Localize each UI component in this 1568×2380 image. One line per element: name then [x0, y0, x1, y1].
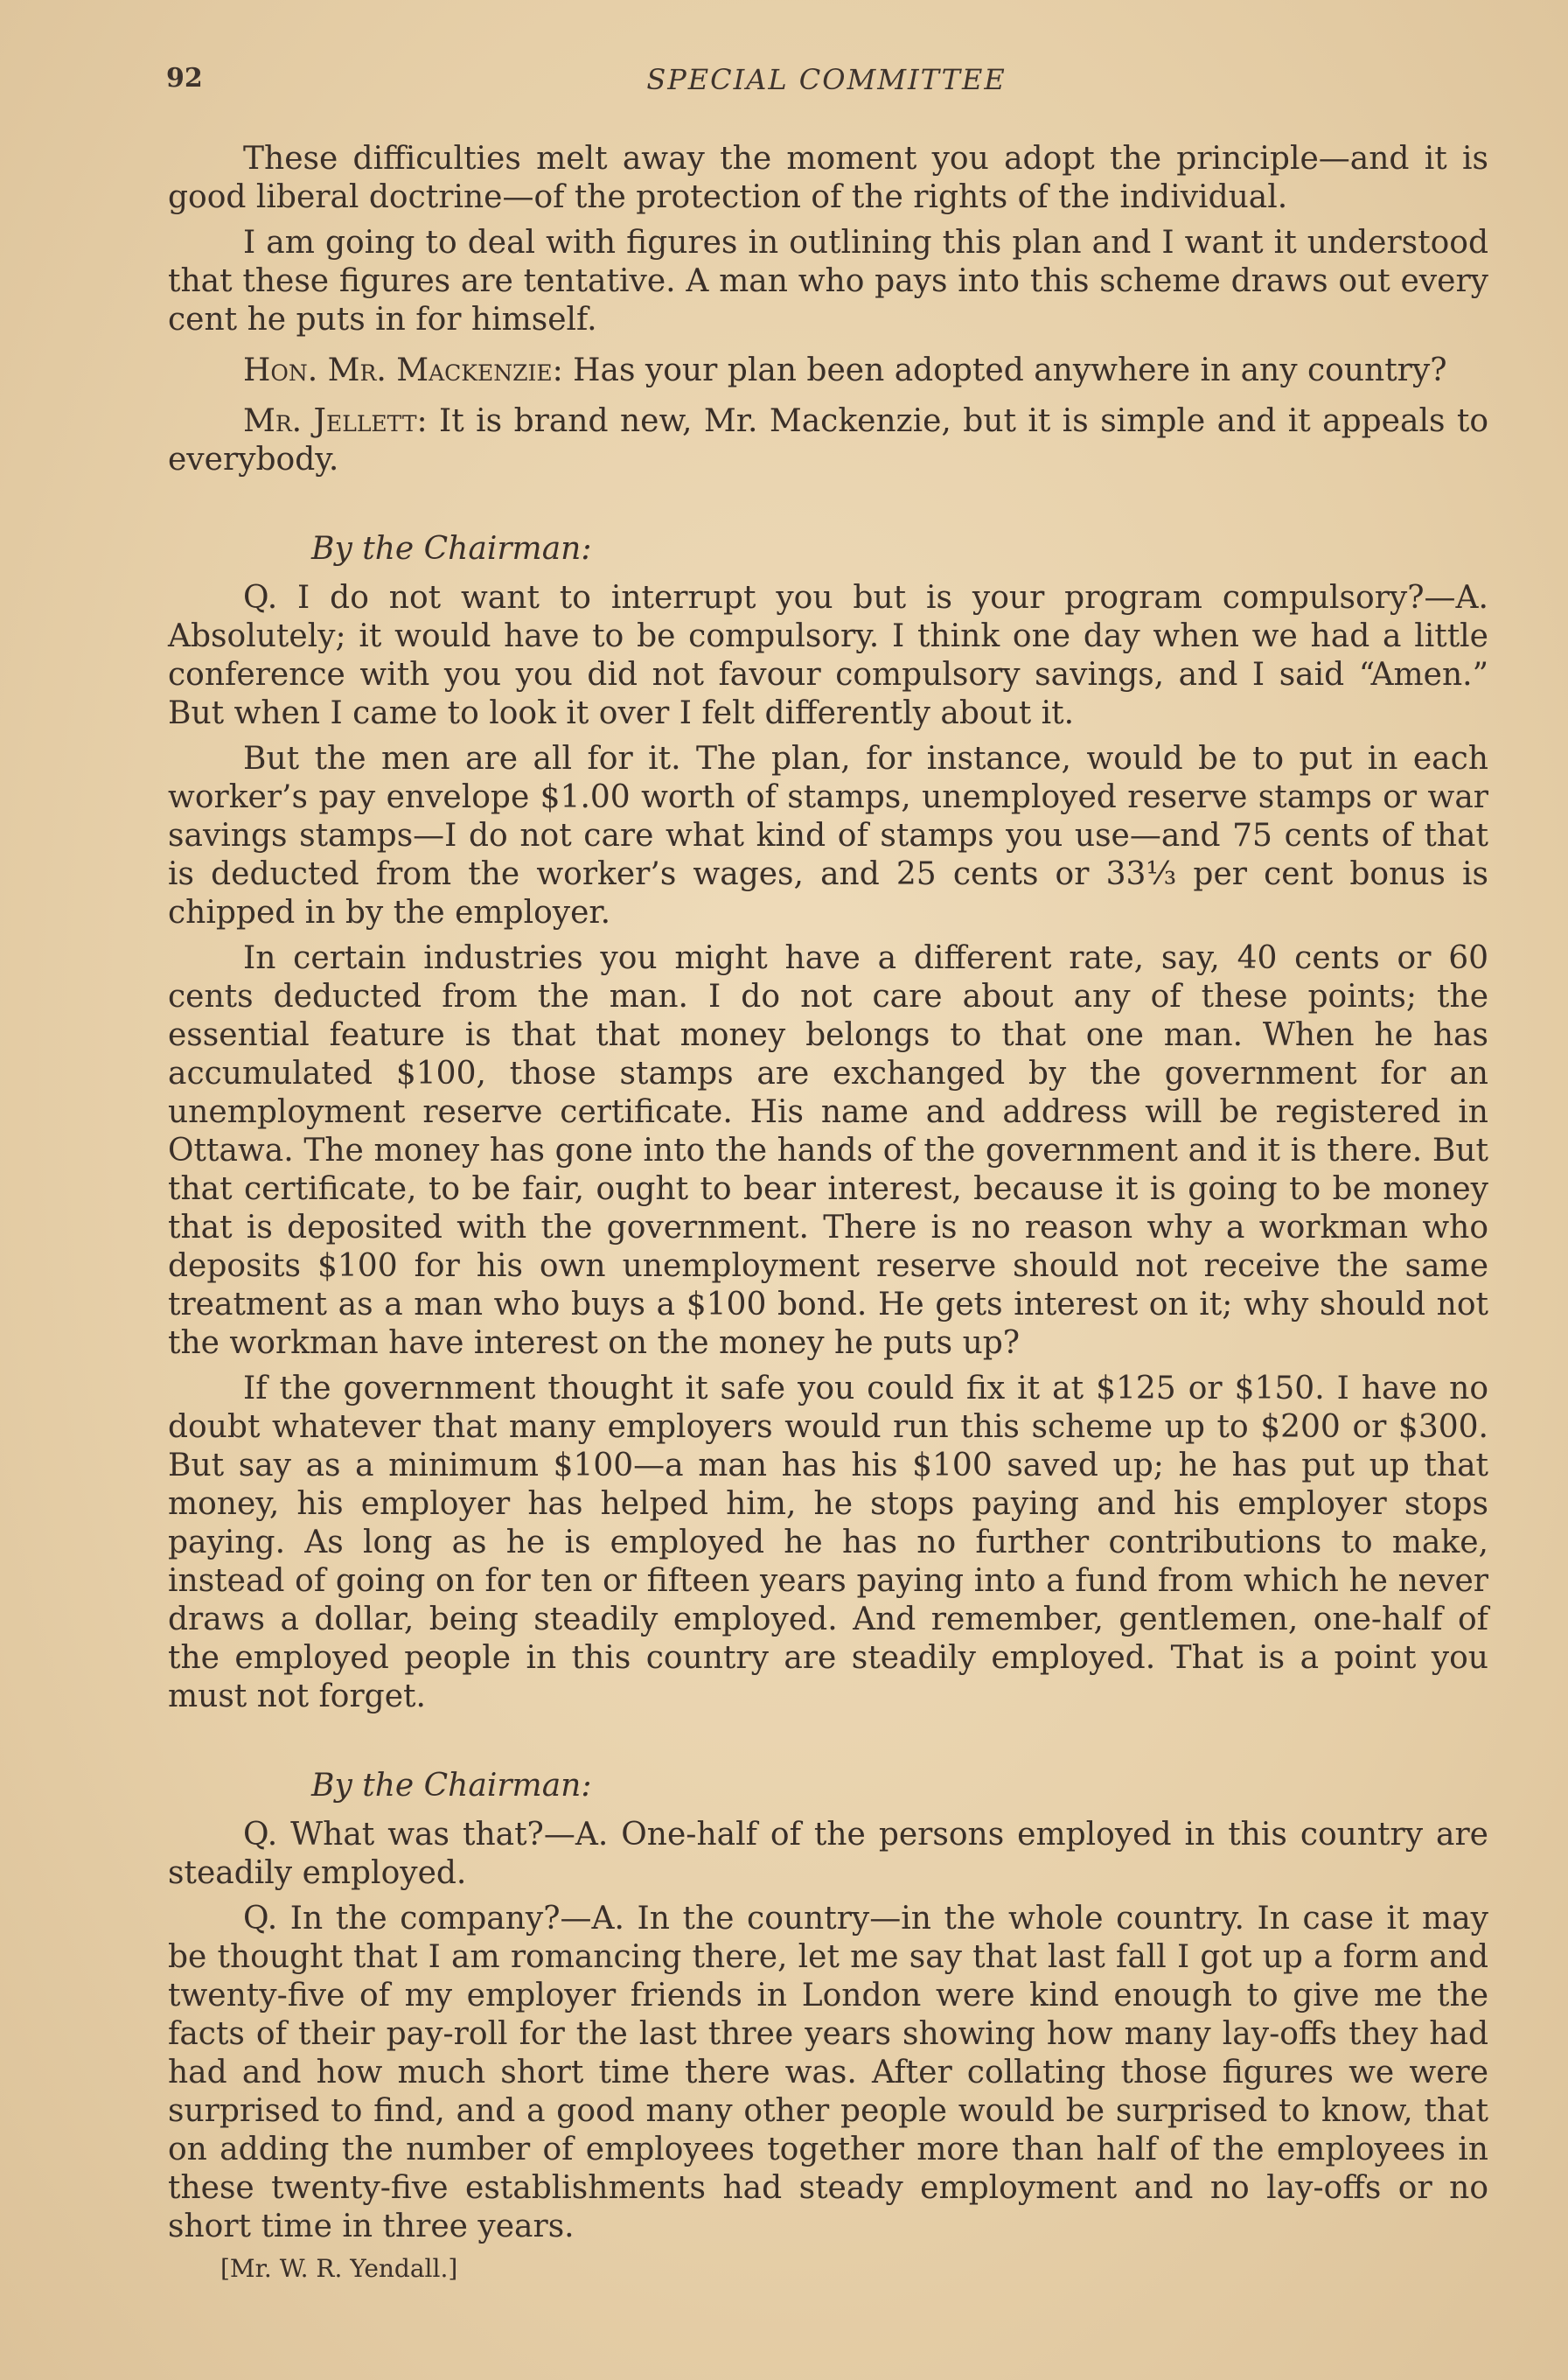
paragraph: Q. In the company?—A. In the country—in the whole country. In case it may be thought that I am romancing there, let me say that last fall I got up a form and twenty-five of my employer friends in London were kind enough to give me the facts of their pay-roll for the last three years showing how many lay-offs they had had and how much short time there was. After collating those figures we were surprised to find, and a good many other people would be surprised to know, that on adding the number of employees together more than half of the employees in these twenty-five establishments had steady employment and no lay-offs or no short time in three years. [168, 1901, 1488, 2244]
paragraph [168, 352, 1488, 390]
speech-text: Has your plan been adopted anywhere in any country? [562, 352, 1447, 388]
section-subheading: By the Chairman: [311, 1768, 592, 1804]
paragraph: These difficulties melt away the moment you adopt the principle—and it is good liberal doctrine—of the protection of the rights of the individual. [168, 141, 1488, 215]
running-head: SPECIAL COMMITTEE [646, 63, 1007, 96]
speech-text: It is brand new, Mr. Mackenzie, but it is simple and it appeals to everybody. [168, 403, 1488, 478]
paragraph: Q. What was that?—A. One-half of the persons employed in this country are steadily employed. [168, 1817, 1488, 1891]
page-header [166, 63, 1487, 107]
speaker-name: Mr. Jellett: [243, 403, 428, 439]
paragraph: But the men are all for it. The plan, for instance, would be to put in each worker’s pay envelope $1.00 worth of stamps, unemployed reserve stamps or war savings stamps—I do not care what kind of stamps you use—and 75 cents of that is deducted from the worker’s wages, and 25 cents or 33⅓ per cent bonus is chipped in by the employer. [168, 741, 1488, 931]
speaker-name: Hon. Mr. Mackenzie: [243, 352, 563, 388]
page-number: 92 [166, 63, 203, 94]
paragraph: Q. I do not want to interrupt you but is your program compulsory?—A. Absolutely; it would have to be compulsory. I think one day when we had a little conference with you you did not favour compulsory savings, and I said “Amen.” But when I came to look it over I felt differently about it. [168, 580, 1488, 731]
paragraph: In certain industries you might have a different rate, say, 40 cents or 60 cents deducted from the man. I do not care about any of these points; the essential feature is that that money belongs to that one man. When he has accumulated $100, those stamps are exchanged by the government for an unemployment reserve certificate. His name and address will be registered in Ottawa. The money has gone into the hands of the government and it is there. But that certificate, to be fair, ought to bear interest, because it is going to be money that is deposited with the government. There is no reason why a workman who deposits $100 for his own unemployment reserve should not receive the same treatment as a man who buys a $100 bond. He gets interest on it; why should not the workman have interest on the money he puts up? [168, 940, 1488, 1361]
speaker-footnote: [Mr. W. R. Yendall.] [220, 2254, 458, 2283]
paragraph: If the government thought it safe you could fix it at $125 or $150. I have no doubt whatever that many employers would run this scheme up to $200 or $300. But say as a minimum $100—a man has his $100 saved up; he has put up that money, his employer has helped him, he stops paying and his employer stops paying. As long as he is employed he has no further contributions to make, instead of going on for ten or fifteen years paying into a fund from which he never draws a dollar, being steadily employed. And remember, gentlemen, one-half of the employed people in this country are steadily employed. That is a point you must not forget. [168, 1371, 1488, 1714]
paragraph [168, 402, 1488, 479]
paragraph: I am going to deal with figures in outlining this plan and I want it understood that these figures are tentative. A man who pays into this scheme draws out every cent he puts in for himself. [168, 225, 1488, 338]
body-text [168, 140, 1488, 2285]
section-subheading: By the Chairman: [311, 531, 592, 567]
